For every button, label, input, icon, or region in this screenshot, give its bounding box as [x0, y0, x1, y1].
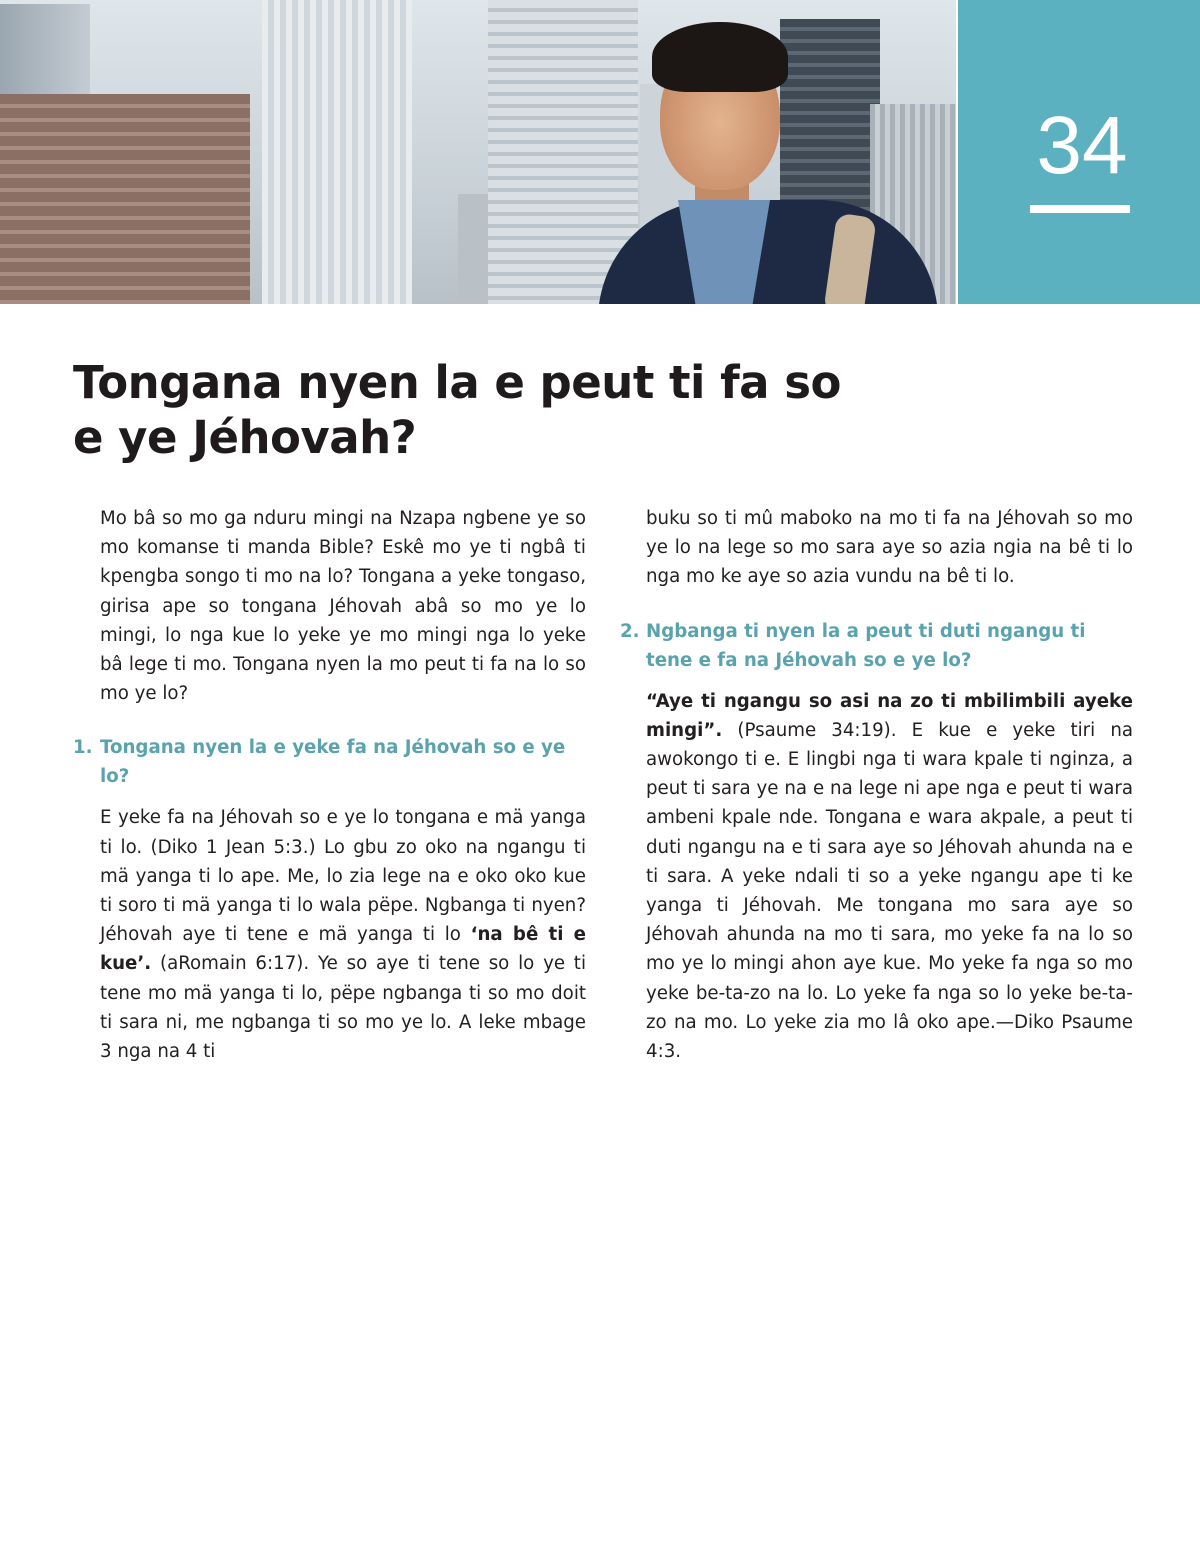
person-hair — [652, 22, 788, 92]
section-number: 2. — [620, 620, 640, 642]
section-1-question — [73, 733, 586, 791]
section-1-continuation: buku so ti mû maboko na mo ti fa na Jéhovah so mo ye lo na lege so mo sara aye so azia ngia na bê ti lo nga mo ke aye so azia vundu na bê ti lo. — [646, 508, 1133, 588]
emphasis-text: ‘na bê ti e kue’. — [100, 924, 586, 975]
paragraph-text: E yeke fa na Jéhovah so e ye lo tongana e mä yanga ti lo. (Diko 1 Jean 5:3.) Lo gbu zo oko na ngangu ti mä yanga ti lo ape. Me, lo zia lege na e oko oko kue ti soro ti mä yanga ti lo wala pëpe. Ngbanga ti nyen? Jéhovah aye ti tene e mä yanga ti lo — [100, 807, 586, 946]
building — [0, 94, 250, 304]
page-title: Tongana nyen la e peut ti fa so e ye Jéhovah? — [73, 356, 841, 464]
column-left — [73, 504, 586, 1066]
paragraph-text: (Psaume 34:19). E kue e yeke tiri na awokongo ti e. E lingbi nga ti wara kpale ti nginza, a peut ti sara ye na e na lege ni ape nga e peut ti wara ambeni kpale nde. Tongana e wara akpale, a peut ti duti ngangu na e ti sara aye so Jéhovah ahunda na e ti sara. A yeke ndali ti so a yeke ngangu ape ti ke yanga ti Jéhovah. Me tongana mo sara aye so Jéhovah ahunda na mo ti sara, mo yeke fa na lo so mo ye lo mingi ahon aye kue. Mo yeke fa nga so mo yeke be-ta-zo na lo. Lo yeke fa nga so lo yeke be-ta-zo na mo. Lo yeke zia mo lâ oko ape.—Diko Psaume 4:3. — [646, 719, 1133, 1063]
paragraph-text: (aRomain 6:17). Ye so aye ti tene so lo ye ti tene mo mä yanga ti lo, pëpe ngbanga ti so mo doit ti sara ni, me ngbanga ti so mo ye lo. A leke mbage 3 nga na 4 ti — [100, 953, 586, 1063]
section-2-paragraph — [620, 687, 1133, 1067]
chapter-badge — [958, 0, 1200, 304]
emphasis-text: “Aye ti ngangu so asi na zo ti mbilimbili ayeke mingi”. — [646, 690, 1133, 741]
question-text: Tongana nyen la e yeke fa na Jéhovah so e ye lo? — [100, 737, 566, 788]
intro-paragraph: Mo bâ so mo ga nduru mingi na Nzapa ngbene ye so mo komanse ti manda Bible? Eskê mo ye ti ngbâ ti kpengba songo ti mo na lo? Tongana a yeke tongaso, girisa ape so tongana Jéhovah abâ so mo ye lo mingi, lo nga kue lo yeke ye mo mingi nga lo yeke bâ lege ti mo. Tongana nyen la mo peut ti fa na lo so mo ye lo? — [100, 508, 586, 705]
section-2-question — [620, 617, 1133, 675]
hero-photo — [0, 0, 956, 304]
chapter-rule — [1030, 205, 1130, 213]
column-right — [620, 504, 1133, 1066]
building — [262, 0, 412, 304]
section-number: 1. — [73, 737, 93, 759]
section-1-paragraph — [73, 803, 586, 1066]
chapter-number: 34 — [1036, 100, 1128, 191]
question-text: Ngbanga ti nyen la a peut ti duti ngangu ti tene e fa na Jéhovah so e ye lo? — [646, 620, 1086, 671]
